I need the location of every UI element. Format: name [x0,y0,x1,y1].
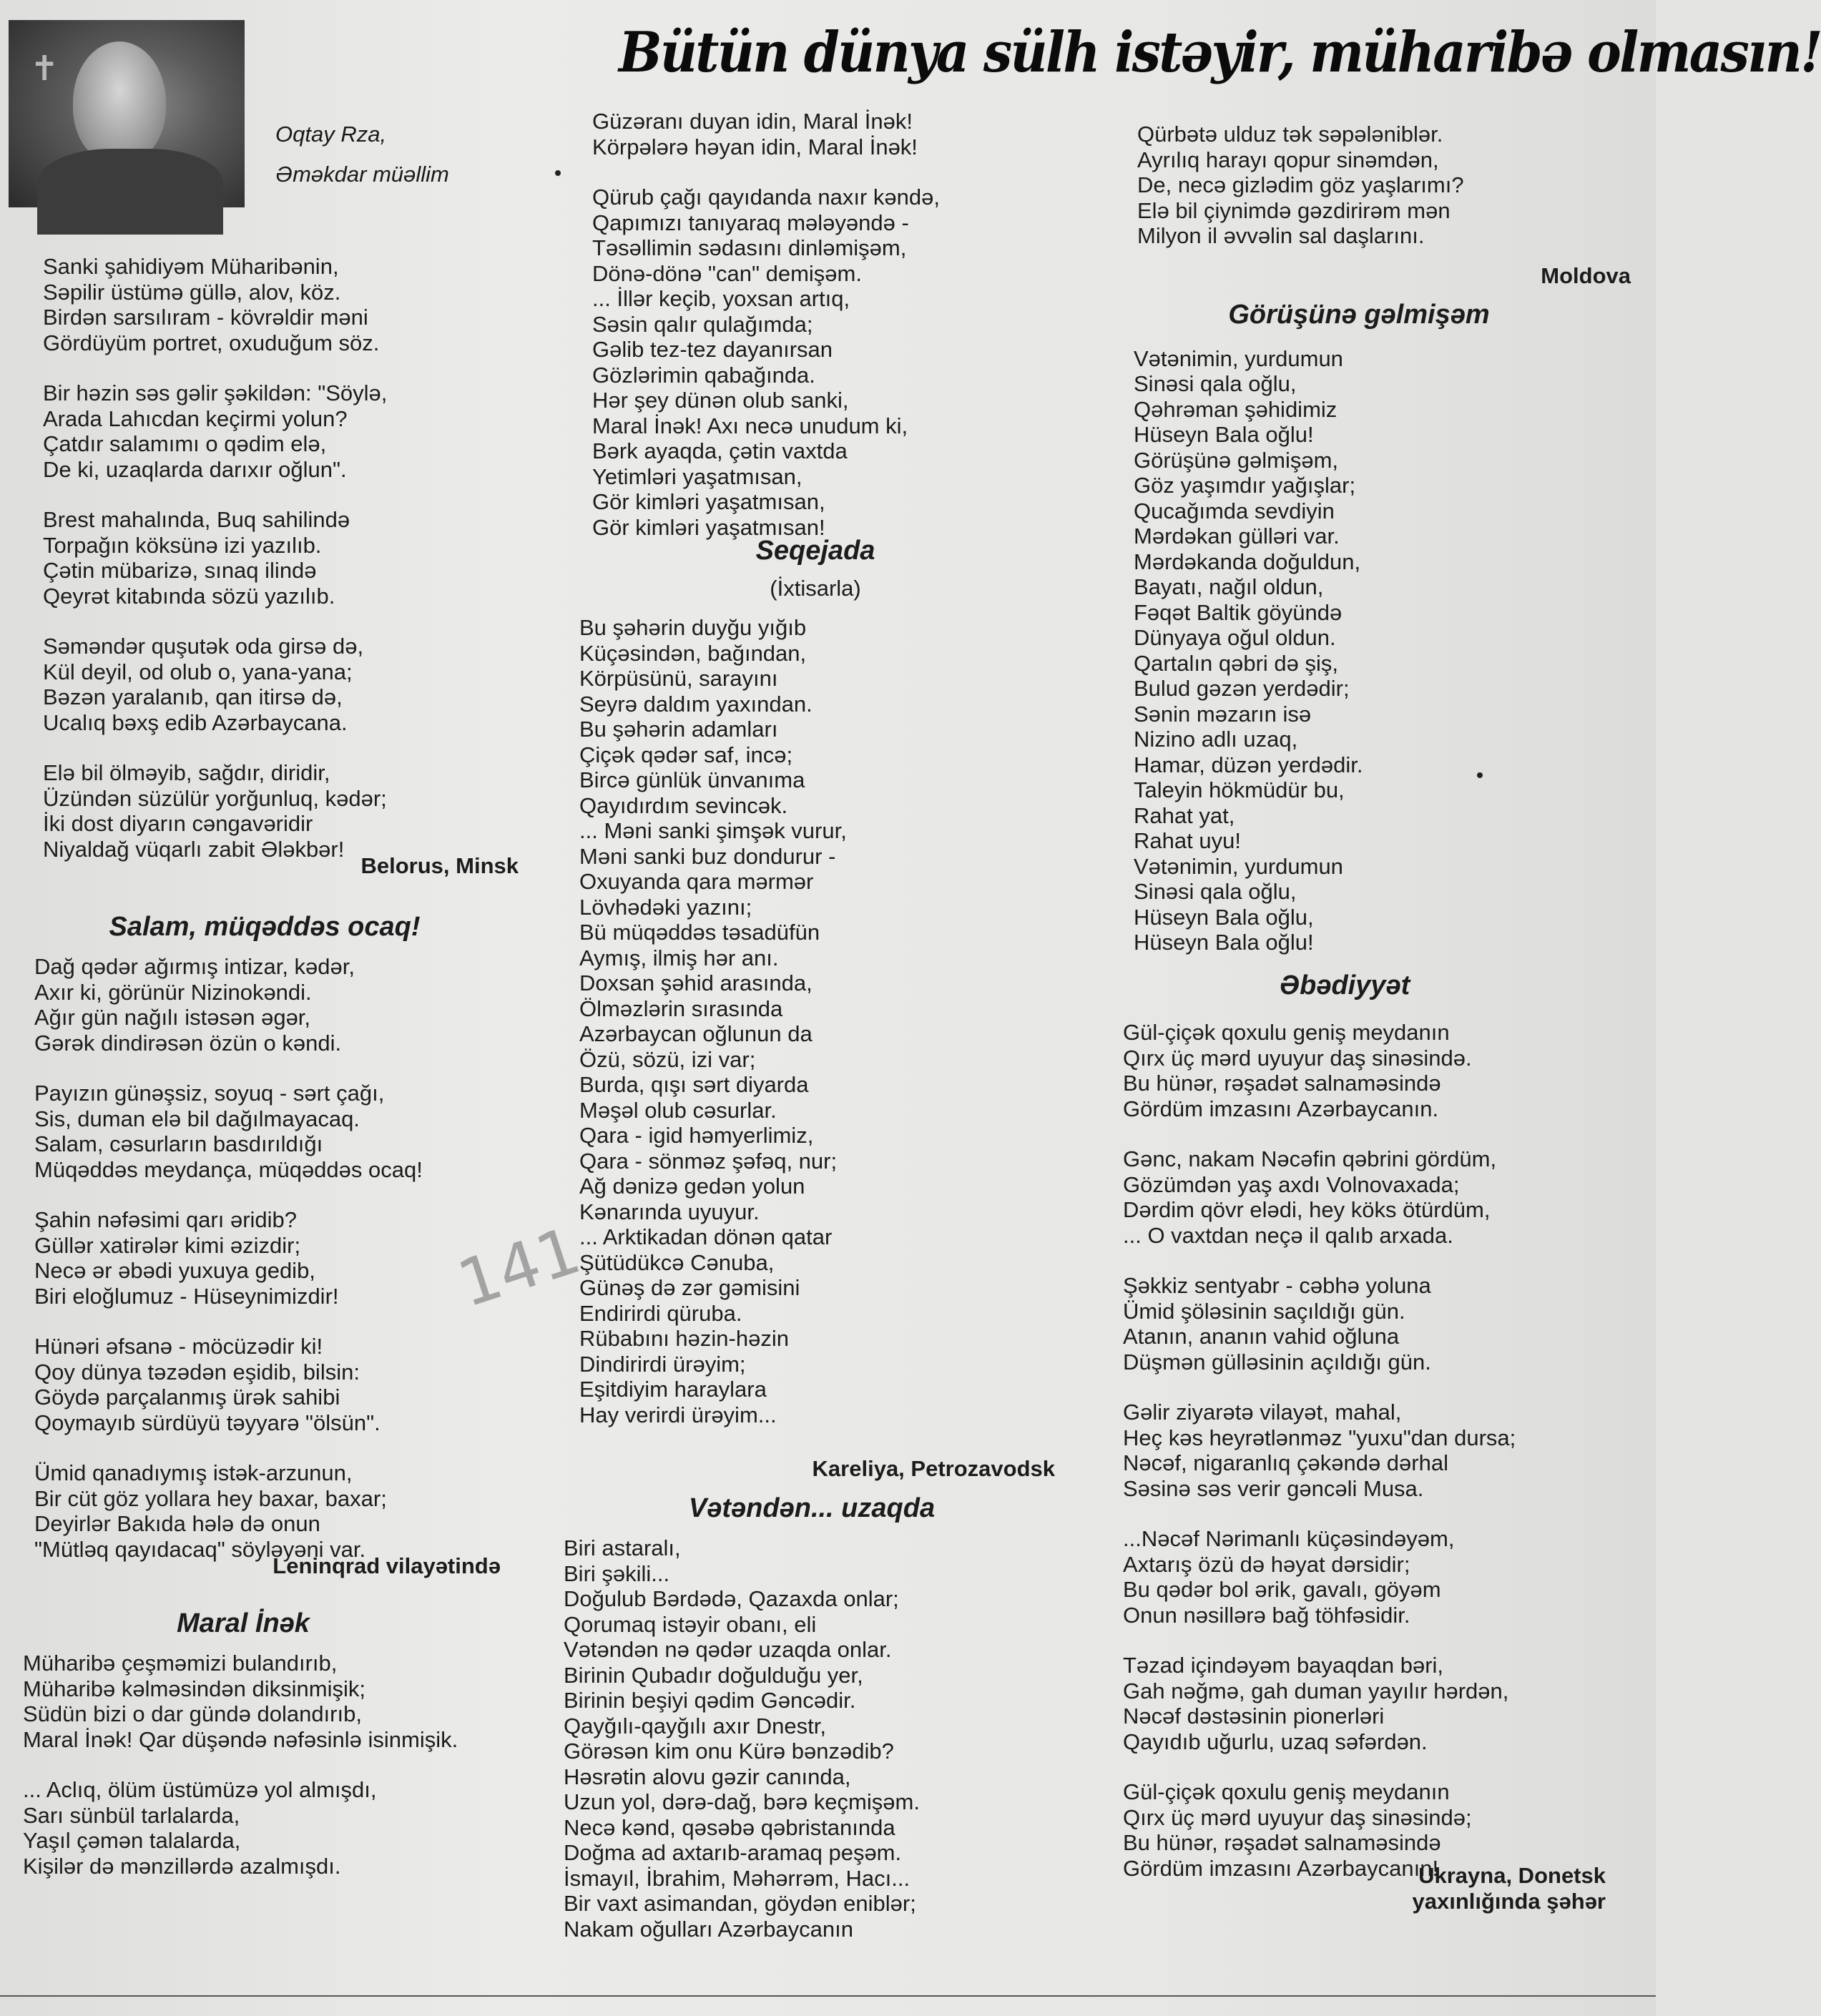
poem-line: Həsrətin alovu gəzir canında, [564,1764,851,1789]
poem-line: Körpələrə həyan idin, Maral İnək! [592,134,918,159]
poem-line: Uzun yol, dərə-dağ, bərə keçmişəm. [564,1789,920,1814]
poem-line: Dərdim qövr elədi, hey köks ötürdüm, [1123,1197,1491,1222]
poem-line: Qırx üç mərd uyuyur daş sinəsində; [1123,1804,1472,1830]
stanza [1123,1653,1638,1754]
poem-line: Bu hünər, rəşadət salnaməsində [1123,1071,1441,1096]
poem-line: Bulud gəzən yerdədir; [1134,676,1350,701]
poem-line: ... Arktikadan dönən qatar [579,1224,833,1249]
poem-line: Sis, duman elə bil dağılmayacaq. [34,1106,360,1131]
poem-title: Görüşünə gəlmişəm [1228,300,1490,330]
poem-line: Vətəndən nə qədər uzaqda onlar. [564,1637,892,1662]
stanza [1123,1273,1638,1375]
poem-line: Lövhədəki yazını; [579,894,752,920]
poem-line: Mərdəkanda doğuldun, [1134,549,1361,574]
poem-line: Hamar, düzən yerdədir. [1134,752,1363,777]
poem-line: Brest mahalında, Buq sahilində [43,507,350,532]
poem-line: Doğulub Bərdədə, Qazaxda onlar; [564,1586,899,1611]
poem-line: Özü, sözü, izi var; [579,1046,756,1072]
poem-line: Səməndər quşutək oda girsə də, [43,634,364,659]
poem-line: Fəqət Baltik göyündə [1134,599,1343,625]
poem-line: Qəhrəman şəhidimiz [1134,396,1337,422]
poem-line: Ucalıq bəxş edib Azərbaycana. [43,709,348,735]
stanza [1123,1526,1638,1628]
poem-line: Gözlərimin qabağında. [592,362,815,388]
poem-line: Dünyaya oğul oldun. [1134,625,1336,650]
poem-line: De, necə gizlədim göz yaşlarımı? [1137,172,1464,197]
stanza [1123,1146,1638,1248]
poem-line: Rahat yat, [1134,802,1235,828]
poem-line: "Mütləq qayıdacaq" söyləyəni var. [34,1536,366,1562]
poem-line: Ümid şöləsinin saçıldığı gün. [1123,1298,1405,1324]
poem-line: Birinin beşiyi qədim Gəncədir. [564,1688,856,1713]
poem-line: Axır ki, görünür Nizinokəndi. [34,979,312,1005]
poem-line: Güzəranı duyan idin, Maral İnək! [592,109,913,134]
poem-line: Çiçək qədər saf, incə; [579,742,793,767]
poem-line: Görüşünə gəlmişəm, [1134,447,1339,473]
poem-line: Bü müqəddəs təsadüfün [579,920,820,945]
poem-line: Torpağın köksünə izi yazılıb. [43,532,322,558]
poem-title: Maral İnək [177,1608,310,1638]
poem-line: Payızın günəşsiz, soyuq - sərt çağı, [34,1081,385,1106]
poem-line: Səsin qalır qulağımda; [592,311,813,337]
poem-line: Biri eloğlumuz - Hüseynimizdir! [34,1283,339,1309]
poem-line: Nizino adlı uzaq, [1134,727,1298,752]
poem-line: Gör kimləri yaşatmısan! [592,514,825,540]
column-3 [1123,122,1638,1914]
poem-line: Bircə günlük ünvanıma [579,767,805,792]
poem-line: Çətin mübarizə, sınaq ilində [43,558,317,583]
poem-line: Bayatı, nağıl oldun, [1134,574,1324,599]
poem-maral-cont [592,109,1080,540]
poem-line: De ki, uzaqlarda darıxır oğlun". [43,456,347,482]
cross-icon: ✝ [30,50,59,88]
poem-line: Südün bizi o dar gündə dolandırıb, [23,1701,362,1726]
poem-line: Hüseyn Bala oğlu! [1134,422,1314,447]
poem-line: Nəcəf dəstəsinin pionerləri [1123,1703,1385,1729]
poem-line: Niyaldağ vüqarlı zabit Ələkbər! [43,836,345,862]
poem-line: ...Nəcəf Nərimanlı küçəsindəyəm, [1123,1526,1455,1551]
poem-line: Qırx üç mərd uyuyur daş sinəsində. [1123,1045,1472,1071]
poem-gorushune [1134,346,1638,955]
poem-line: Biri şəkili... [564,1560,670,1586]
poem-line: Göydə parçalanmış ürək sahibi [34,1385,340,1410]
poem-intro [43,254,529,862]
poem-line: Doğma ad axtarıb-aramaq peşəm. [564,1840,902,1865]
stanza [1123,1400,1638,1501]
column-2 [564,109,1080,1942]
poem-line: Biri astaralı, [564,1535,681,1560]
poem-line: Qeyrət kitabında sözü yazılıb. [43,583,335,609]
poem-line: Qayıdırdım sevincək. [579,792,788,818]
stanza [43,380,529,482]
poem-line: Məni sanki buz dondurur - [579,843,836,869]
poem-title: Salam, müqəddəs ocaq! [109,911,421,942]
poem-line: Vətənimin, yurdumun [1134,345,1343,371]
poem-line: Gəlib tez-tez dayanırsan [592,337,833,362]
poem-line: Güllər xatirələr kimi əzizdir; [34,1232,301,1258]
poem-line: Qapımızı tanıyaraq mələyəndə - [592,210,909,235]
stanza [43,760,529,862]
poem-line: Gərək dindirəsən özün o kəndi. [34,1030,342,1056]
poem-line: Gül-çiçək qoxulu geniş meydanın [1123,1020,1450,1045]
poem-line: Bəzən yaralanıb, qan itirsə də, [43,684,343,709]
poem-line: Hay verirdi ürəyim... [579,1402,777,1427]
author-portrait [9,20,245,207]
place-label: Belorus, Minsk [360,853,519,878]
poem-title: Əbədiyyət [1279,970,1410,1000]
poem-line: Düşmən gülləsinin açıldığı gün. [1123,1349,1431,1375]
stanza [579,615,1080,1427]
poem-line: Kişilər də mənzillərdə azalmışdı. [23,1853,341,1879]
poem-line: Dindirirdi ürəyim; [579,1351,746,1377]
stanza [23,1651,529,1752]
poem-line: Günəş də zər gəmisini [579,1275,800,1300]
stanza [592,109,1080,159]
poem-line: Rübabını həzin-həzin [579,1326,789,1351]
stanza [34,1334,529,1435]
poem-line: Müharibə kəlməsindən diksinmişik; [23,1676,365,1701]
poem-line: Küçəsindən, bağından, [579,640,807,666]
poem-line: ... Məni sanki şimşək vurur, [579,818,847,843]
portrait-body [37,149,223,235]
poem-line: Səpilir üstümə güllə, alov, köz. [43,279,341,305]
poem-line: Şahin nəfəsimi qarı əridib? [34,1207,298,1232]
poem-line: Vətənimin, yurdumun [1134,853,1343,879]
poem-line: Gördüm imzasını Azərbaycanın. [1123,1096,1439,1121]
poem-line: Burda, qışı sərt diyarda [579,1072,809,1097]
poem-line: ... Aclıq, ölüm üstümüzə yol almışdı, [23,1777,377,1802]
poem-line: Ayrılıq harayı qopur sinəmdən, [1137,147,1439,172]
poem-line: Üzündən süzülür yorğunluq, kədər; [43,785,387,811]
poem-line: Ağır gün nağılı istəsən əgər, [34,1005,311,1030]
poem-line: Bir vaxt asimandan, göydən eniblər; [564,1891,916,1916]
poem-line: Yetimləri yaşatmısan, [592,463,802,489]
portrait-head [73,41,166,163]
poem-line: Necə ər əbədi yuxuya gedib, [34,1258,315,1283]
poem-line: Bu şəhərin duyğu yığıb [579,615,807,640]
poem-line: Birdən sarsılıram - kövrəldir məni [43,305,368,330]
poem-line: Ölməzlərin sırasında [579,995,783,1021]
poem-line: Bir həzin səs gəlir şəkildən: "Söylə, [43,380,388,405]
poem-line: İki dost diyarın cəngavəridir [43,811,313,836]
poem-line: Kül deyil, od olub o, yana-yana; [43,659,353,684]
poem-line: Bir cüt göz yollara hey baxar, baxar; [34,1485,387,1511]
poem-line: Məşəl olub cəsurlar. [579,1097,777,1123]
poem-line: Ümid qanadıymış istək-arzunun, [34,1460,353,1485]
poem-line: Körpüsünü, sarayını [579,666,778,691]
stanza [564,1535,1080,1942]
poem-line: Seyrə daldım yaxından. [579,691,813,717]
poem-line: Qayğılı-qayğılı axır Dnestr, [564,1713,826,1739]
poem-line: Qoymayıb sürdüyü təyyarə "ölsün". [34,1410,381,1435]
poem-line: Qartalın qəbri də şiş, [1134,650,1339,676]
poem-line: Gənc, nakam Nəcəfin qəbrini gördüm, [1123,1146,1497,1171]
stanza [34,954,529,1056]
place-label: Ukrayna, Donetsk yaxınlığında şəhər [1412,1863,1606,1914]
poem-line: Müqəddəs meydança, müqəddəs ocaq! [34,1156,423,1182]
place-label: Moldova [1541,262,1631,288]
poem-line: Qara - igid həmyerlimiz, [579,1123,814,1148]
poem-title: Seqejada [755,536,875,566]
poem-line: Sarı sünbül tarlalarda, [23,1802,240,1828]
stanza [592,185,1080,540]
stanza [34,1081,529,1182]
stanza [34,1460,529,1562]
poem-line: Yaşıl çəmən talalarda, [23,1828,241,1853]
poem-line: Dağ qədər ağırmış intizar, kədər, [34,954,355,979]
poem-line: Gözümdən yaş axdı Volnovaxada; [1123,1171,1460,1197]
stanza [43,634,529,735]
poem-ebediyyet [1123,1020,1638,1881]
poem-line: Birinin Qubadır doğulduğu yer, [564,1662,863,1688]
poem-line: Heç kəs heyrətlənməz "yuxu"dan dursa; [1123,1425,1516,1450]
poem-line: Hünəri əfsanə - möcüzədir ki! [34,1334,323,1359]
stanza [1123,1020,1638,1121]
poem-line: Səsinə səs verir gəncəli Musa. [1123,1475,1424,1501]
poem-line: Qara - sönməz şəfəq, nur; [579,1148,838,1174]
poem-line: Hüseyn Bala oğlu, [1134,904,1314,930]
poem-line: Təzad içindəyəm bayaqdan bəri, [1123,1653,1444,1678]
poem-line: Qürub çağı qayıdanda naxır kəndə, [592,185,940,210]
poem-line: Azərbaycan oğlunun da [579,1021,813,1046]
stanza [1134,346,1638,955]
poem-line: Endirirdi qüruba. [579,1300,742,1326]
poem-line: Arada Lahıcdan keçirmi yolun? [43,405,348,431]
place-label: Kareliya, Petrozavodsk [812,1456,1055,1481]
poem-line: Qayıdıb uğurlu, uzaq səfərdən. [1123,1729,1428,1754]
poem-line: ... O vaxtdan neçə il qalıb arxada. [1123,1222,1453,1248]
poem-line: Mərdəkan gülləri var. [1134,523,1340,549]
poem-line: Gəlir ziyarətə vilayət, mahal, [1123,1400,1402,1425]
poem-line: Təsəllimin sədasını dinləmişəm, [592,235,907,260]
page-headline: Bütün dünya sülh istəyir, müharibə olmasın! [619,20,1821,85]
poem-line: Gül-çiçək qoxulu geniş meydanın [1123,1779,1450,1804]
poem-line: Nakam oğulları Azərbaycanın [564,1916,853,1942]
poem-line: Axtarış özü də həyat dərsidir; [1123,1551,1410,1577]
poem-line: Elə bil ölməyib, sağdır, diridir, [43,760,330,785]
poem-line: Salam, cəsurların basdırıldığı [34,1131,323,1156]
poem-line: Çatdır salamımı o qədim elə, [43,431,327,456]
author-title: Əməkdar müəllim [275,162,449,187]
poem-line: Sinəsi qala oğlu, [1134,371,1297,396]
poem-line: Rahat uyu! [1134,828,1241,853]
poem-line: Deyirlər Bakıda hələ də onun [34,1511,320,1536]
poem-line: Necə kənd, qəsəbə qəbristanında [564,1814,895,1840]
stanza [43,507,529,609]
poem-line: Nəcəf, nigaranlıq çəkəndə dərhal [1123,1450,1448,1475]
place-label: Leninqrad vilayətində [273,1553,501,1578]
poem-line: Müharibə çeşməmizi bulandırıb, [23,1651,338,1676]
poem-line: Kənarında uyuyur. [579,1199,760,1224]
print-speck [1477,772,1483,778]
print-speck [555,170,561,176]
poem-line: Bu qədər bol ərik, gavalı, göyəm [1123,1577,1441,1602]
poem-line: Bərk ayaqda, çətin vaxtda [592,438,848,463]
poem-line: Ağ dənizə gedən yolun [579,1174,805,1199]
poem-line: Hüseyn Bala oğlu! [1134,930,1314,955]
poem-maral [23,1651,529,1879]
poem-line: Qürbətə ulduz tək səpələniblər. [1137,122,1443,147]
handwritten-number: 141 [448,1213,589,1322]
poem-line: Aymış, ilmiş hər anı. [579,945,779,970]
poem-line: Şütüdükcə Cənuba, [579,1249,775,1275]
author-name: Oqtay Rza, [275,122,387,147]
poem-seqejada [579,615,1080,1427]
poem-line: Elə bil çiynimdə gəzdirirəm mən [1137,197,1451,223]
poem-line: Gördüm imzasını Azərbaycanın! [1123,1855,1439,1881]
poem-line: Milyon il əvvəlin sal daşlarını. [1137,223,1425,248]
column-1 [23,254,529,1879]
poem-subtitle: (İxtisarla) [770,575,861,601]
poem-line: Dönə-dönə "can" demişəm. [592,260,862,286]
poem-line: İsmayıl, İbrahim, Məhərrəm, Hacı... [564,1865,910,1891]
poem-line: Bu hünər, rəşadət salnaməsində [1123,1830,1441,1855]
poem-line: ... İllər keçib, yoxsan artıq, [592,286,850,311]
poem-vetenden [564,1535,1080,1942]
stanza [23,1777,529,1879]
poem-line: Sinəsi qala oğlu, [1134,879,1297,904]
poem-line: Taleyin hökmüdür bu, [1134,777,1345,802]
poem-line: Onun nəsillərə bağ töhfəsidir. [1123,1602,1410,1628]
poem-line: Qorumaq istəyir obanı, eli [564,1611,817,1637]
poem-line: Gah nəğmə, gah duman yayılır hərdən, [1123,1678,1509,1703]
stanza [43,254,529,355]
poem-line: Gör kimləri yaşatmısan, [592,489,825,514]
poem-vetenden-cont [1137,122,1638,249]
poem-line: Doxsan şəhid arasında, [579,970,813,995]
poem-line: Sənin məzarın isə [1134,701,1312,727]
poem-line: Maral İnək! Qar düşəndə nəfəsinlə isinmişik. [23,1726,458,1752]
poem-line: Oxuyanda qara mərmər [579,869,814,894]
poem-title: Vətəndən... uzaqda [688,1493,936,1523]
poem-line: Görəsən kim onu Kürə bənzədib? [564,1739,894,1764]
author-block [275,114,449,195]
poem-line: Eşitdiyim haraylara [579,1377,767,1402]
poem-line: Sanki şahidiyəm Müharibənin, [43,254,339,279]
poem-line: Gördüyüm portret, oxuduğum söz. [43,330,380,355]
poem-line: Göz yaşımdır yağışlar; [1134,473,1356,498]
poem-line: Atanın, ananın vahid oğluna [1123,1324,1400,1349]
stanza [1137,122,1638,249]
poem-line: Qoy dünya təzədən eşidib, bilsin: [34,1359,360,1385]
poem-line: Hər şey dünən olub sanki, [592,388,849,413]
poem-line: Şəkkiz sentyabr - cəbhə yoluna [1123,1273,1431,1298]
poem-line: Qucağımda sevdiyin [1134,498,1335,523]
poem-line: Maral İnək! Axı necə unudum ki, [592,413,908,438]
bottom-rule [0,1995,1656,1997]
poem-line: Bu şəhərin adamları [579,717,778,742]
